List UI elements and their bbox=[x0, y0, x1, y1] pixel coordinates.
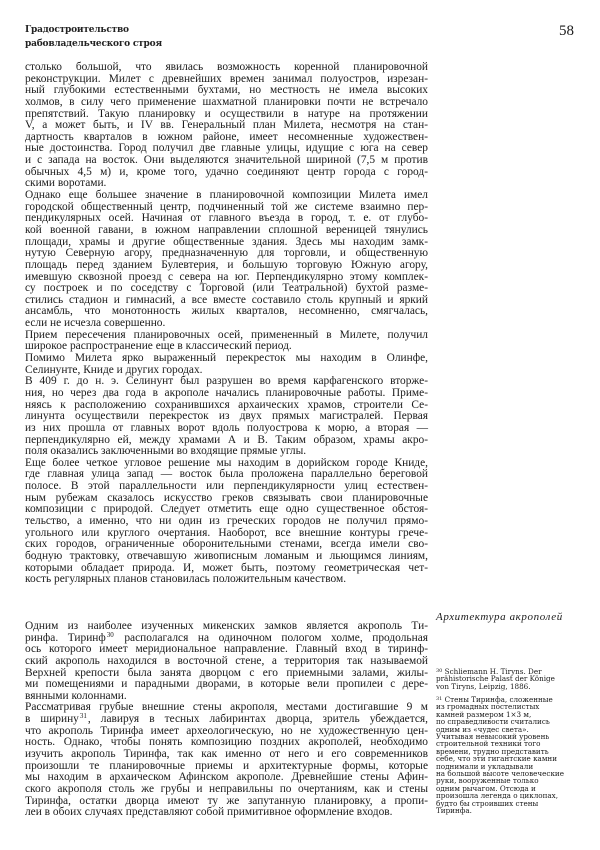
text-line: произошли те планировочные приемы и архитектурные формы, которые bbox=[25, 759, 428, 772]
text-line: городской общественный центр, подчиненный той же системе взаимно пер- bbox=[25, 200, 428, 213]
text-line: Помимо Милета ярко выраженный перекресток мы находим в Олинфе, bbox=[25, 352, 428, 365]
text-line: Селинунте, Книде и других городах. bbox=[25, 363, 203, 376]
text-line: пендикулярных осей. Начиная от главного въезда в город, т. е. от глубо- bbox=[25, 212, 428, 225]
footnote-text: на большой высоте человеческие bbox=[436, 769, 564, 779]
text-line: поля оказались заключенными во входящие прямые углы. bbox=[25, 445, 307, 458]
footnote-text: произошла легенда о циклопах, bbox=[436, 791, 559, 801]
text-line: су построек и по соседству с Торговой (или Театральной) бухтой разме- bbox=[25, 282, 428, 295]
footnote-text: prähistorische Palast der Könige bbox=[436, 674, 555, 684]
paragraph bbox=[25, 62, 428, 190]
main-text-top bbox=[25, 62, 428, 586]
text-line: ось которого имеет меридиональное направление. Главный вход в тиринф- bbox=[25, 643, 428, 656]
footnote-line bbox=[436, 683, 576, 690]
text-line: ский акрополь находился в восточной стене, а территория так называемой bbox=[25, 654, 428, 667]
text-line: бодную трактовку, отвечавшую живописным ломаным и льющимся линиям, bbox=[25, 549, 428, 562]
text-line: кость регулярных планов становилась положительным качеством. bbox=[25, 573, 347, 586]
text-line: перпендикулярно ей, между храмами А и В. Таким образом, храмы акро- bbox=[25, 433, 428, 446]
paragraph bbox=[25, 376, 428, 457]
footnote-text: Учитывая невысокий уровень bbox=[436, 732, 550, 742]
text-line: Однако еще большее значение в планировочной композиции Милета имел bbox=[25, 189, 428, 202]
text-line: имевшую сквозной проезд с севера на юг. Перпендикулярно этому комплек- bbox=[25, 270, 428, 283]
footnote-text: руки, вооруженные только bbox=[436, 776, 539, 786]
footnote-text: времени, трудно представить bbox=[436, 746, 549, 756]
text-segment: в ширину bbox=[25, 713, 79, 726]
text-line: изучить акрополь Тиринфа, так как именно от него и его современников bbox=[25, 748, 428, 761]
paragraph bbox=[25, 353, 428, 376]
footnote-text: von Tiryns, Leipzig, 1886. bbox=[436, 681, 531, 691]
running-title-line: Градостроительство bbox=[25, 25, 129, 35]
text-line: Рассматривая грубые внешние стены акрополя, местами достигавшие 9 м bbox=[25, 701, 428, 714]
text-line: и с запада на восток. Они выделяются значительной шириной (7,5 м против bbox=[25, 154, 428, 167]
text-line: тельство, а именно, что ни один из греческих городов не получил прямо- bbox=[25, 514, 428, 527]
text-line: Еще более четкое угловое решение мы находим в дорийском городе Книде, bbox=[25, 456, 428, 469]
footnote-text: себе, что эти гигантские камни bbox=[436, 754, 558, 764]
footnote-ref: 30 bbox=[106, 630, 114, 639]
footnote-number: 30 bbox=[436, 668, 443, 674]
text-line: композиции с природой. Следует отметить еще одно существенное обстоя- bbox=[25, 503, 428, 516]
text-line: широкое распространение еще в классический период. bbox=[25, 340, 292, 353]
footnote-ref: 31 bbox=[79, 712, 87, 721]
text-line: ным рубежам сказалось искусство греков связывать свои планировочные bbox=[25, 491, 428, 504]
paragraph bbox=[25, 458, 428, 586]
text-line: обычных 4,5 м) и, кроме того, удачно соединяют центр города с город- bbox=[25, 165, 428, 178]
footnote-line bbox=[436, 807, 576, 814]
text-line: ный глубокими естественными бухтами, но местность не имела высоких bbox=[25, 84, 428, 97]
text-line: Верхней крепости была занята дворцом с его приемными залами, жилы- bbox=[25, 666, 428, 679]
text-line: ансамбль, что монотонность жилых кварталов, несомненно, смягчалась, bbox=[25, 305, 428, 318]
footnote-31 bbox=[436, 696, 576, 815]
text-line: площадь перед зданием Булевтерия, и большую торговую Южную агору, bbox=[25, 258, 428, 271]
text-line: няясь к расположению сохранившихся архаических храмов, строители Се- bbox=[25, 398, 428, 411]
footnote-number: 31 bbox=[436, 696, 443, 702]
text-line: стились стадион и гимнасий, а все вместе составило столь крупный и яркий bbox=[25, 293, 428, 306]
footnote-text: будто бы строивших стены bbox=[436, 798, 539, 808]
text-line: столько большой, что явилась возможность коренной планировочной bbox=[25, 61, 428, 73]
footnote-text: одним рычагом. Отсюда и bbox=[436, 783, 536, 793]
running-title-line: рабовладельческого строя bbox=[25, 39, 162, 49]
footnote-text: из громадных постелистых bbox=[436, 702, 540, 712]
page-number: 58 bbox=[559, 23, 574, 39]
text-line: ность. Однако, чтобы понять композицию поздних акрополей, необходимо bbox=[25, 736, 428, 749]
footnote-text: Тиринфа. bbox=[436, 806, 472, 816]
text-line: где главная улица запад — восток была проложена параллельно береговой bbox=[25, 468, 428, 481]
text-line: ских городов, ограниченные оборонительными стенами, всегда имели сво- bbox=[25, 538, 428, 551]
text-line: из них прошла от главных ворот вдоль полуострова к морю, а вторая — bbox=[25, 421, 428, 434]
text-line: препятствий. Такую планировку и осуществили в натуре на протяжении bbox=[25, 107, 428, 120]
text-segment: , лавируя в тесных лабиринтах дворца, зритель убеждается, bbox=[87, 713, 428, 726]
paragraph bbox=[25, 702, 428, 818]
text-line: леи в обоих случаях представляют собой примитивное оформление входов. bbox=[25, 806, 393, 819]
text-line: скими воротами. bbox=[25, 177, 107, 190]
text-line: ния, но через два года в акрополе начались планировочные работы. Приме- bbox=[25, 386, 428, 399]
text-line: что акрополь Тиринфа имеет археологическую, но не художественную цен- bbox=[25, 724, 428, 737]
text-line: ные достоинства. Город получил две главные улицы, идущие с юга на север bbox=[25, 142, 428, 155]
footnote-text: поднимали и укладывали bbox=[436, 761, 534, 771]
paragraph bbox=[25, 190, 428, 330]
footnote-text: строительной техники того bbox=[436, 739, 541, 749]
main-text-bottom bbox=[25, 621, 428, 819]
footnote-30 bbox=[436, 668, 576, 690]
text-line: кой военной гавани, в южном направлении сплошной вереницей тянулись bbox=[25, 223, 428, 236]
running-header bbox=[25, 23, 162, 51]
text-line: угольного или круглого очертания. Наоборот, все внешние контуры грече- bbox=[25, 526, 428, 539]
text-line: Одним из наиболее изученных микенских замков является акрополь Ти- bbox=[25, 620, 428, 632]
text-line: дартность кварталов в южном районе, имеет несомненные художествен- bbox=[25, 130, 428, 143]
text-line: V, а может быть, и IV вв. Генеральный план Милета, несмотря на стан- bbox=[25, 119, 428, 132]
paragraph bbox=[25, 621, 428, 702]
text-line: В 409 г. до н. э. Селинунт был разрушен во время карфагенского вторже- bbox=[25, 375, 428, 388]
margin-section-title: Архитектура акрополей bbox=[436, 611, 563, 623]
paragraph bbox=[25, 330, 428, 353]
text-line: реконструкции. Милет с древнейших времен занимал полуостров, изрезан- bbox=[25, 72, 428, 85]
text-line: Прием пересечения планировочных осей, примененный в Милете, получил bbox=[25, 328, 428, 341]
text-line: полосе. В этой параллельности или перпендикулярности улиц естествен- bbox=[25, 480, 428, 493]
footnote-text: Schliemann H. Tiryns. Der bbox=[444, 667, 542, 676]
footnote-text: одним из «чудес света». bbox=[436, 724, 529, 734]
text-line: площади, храмы и другие общественные здания. Здесь мы находим замк- bbox=[25, 235, 428, 248]
text-segment: ринфа. Тиринф bbox=[25, 631, 106, 644]
text-line: Тиринфа, остатки дворца имеют ту же запутанную планировку, а пропи- bbox=[25, 794, 428, 807]
text-line: ми помещениями и парадными дворами, в которые вели пропилеи с дере- bbox=[25, 678, 428, 691]
footnote-text: по справедливости считались bbox=[436, 717, 550, 727]
footnote-text: Стены Тиринфа, сложенные bbox=[444, 695, 553, 704]
text-line: нутую Северную агору, предназначенную для торговли, и общественную bbox=[25, 247, 428, 260]
text-line: вянными колоннами. bbox=[25, 689, 127, 702]
text-line: если не исчезла совершенно. bbox=[25, 317, 166, 330]
text-line: линунта осуществили перекресток из двух прямых магистралей. Первая bbox=[25, 410, 428, 423]
text-line: мы находим в архаическом Афинском акрополе. Древнейшие стены Афин- bbox=[25, 771, 428, 784]
text-segment: располагался на одиночном пологом холме, продольная bbox=[114, 631, 428, 644]
text-line: которыми обладает природа. И, может быть, поэтому геометрическая чет- bbox=[25, 561, 428, 574]
text-line: холмов, в силу чего применение шахматной планировки почти не встречало bbox=[25, 95, 428, 108]
text-line: ского акрополя столь же грубы и неправильны по очертаниям, как и стены bbox=[25, 782, 428, 795]
footnote-text: камней размером 1×3 м, bbox=[436, 709, 532, 719]
